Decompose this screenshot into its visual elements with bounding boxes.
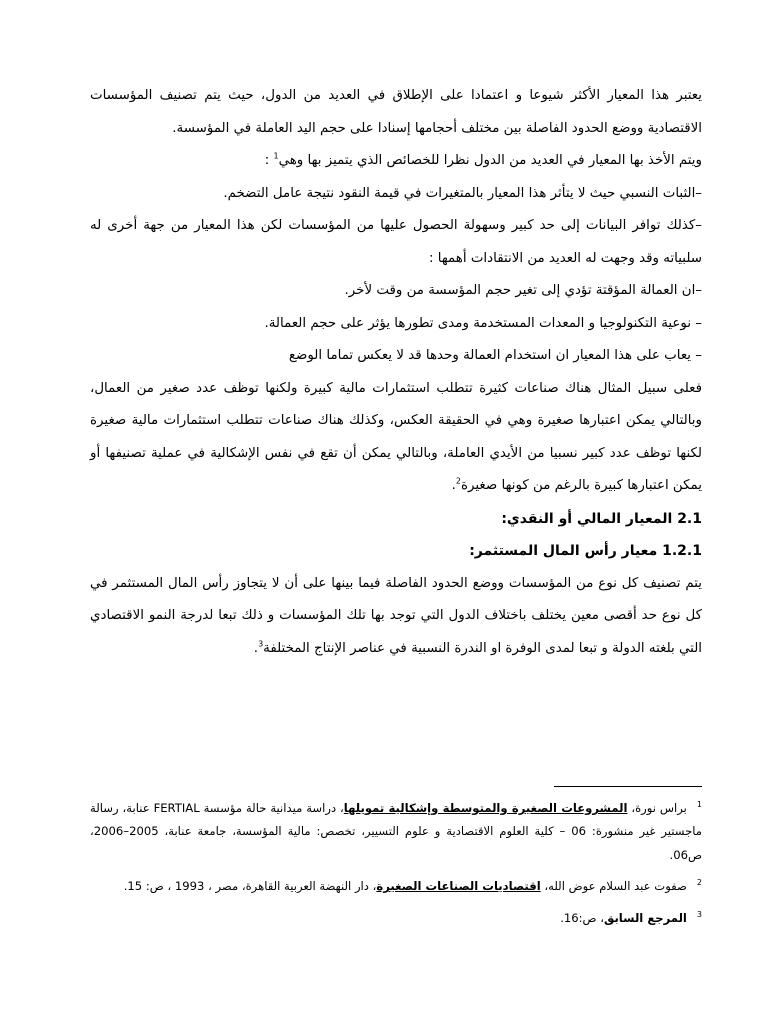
footnote-author: صفوت عبد السلام عوض الله، [540,879,687,894]
footnote-details: ، دراسة ميدانية حالة مؤسسة FERTIAL عنابة، رسالة ماجستير غير منشورة: 06 – كلية العلوم الاقتصادية و علوم التسيير، تخصص: مالية المؤسسة، جامعة عنابة، 2005–2006، ص06. [90,800,702,862]
paragraph [90,340,702,373]
paragraph-text: يعتبر هذا المعيار الأكثر شيوعا و اعتمادا على الإطلاق في العديد من الدول، حيث يتم تصنيف المؤسسات الاقتصادية ووضع الحدود الفاصلة بين مختلف أحجامها إسنادا على حجم اليد العاملة في المؤسسة. [90,88,702,136]
footnotes [90,793,702,934]
paragraph-text: : [264,153,274,168]
paragraph [90,145,702,178]
footnote-title: المشروعات الصغيرة والمتوسطة وإشكالية تمويلها [343,800,628,815]
footnote-marker: 3 [696,909,702,919]
footnote-marker: 1 [696,800,702,809]
footnote-reference: 3 [258,639,264,649]
paragraph-text: يتم تصنيف كل نوع من المؤسسات ووضع الحدود الفاصلة فيما بينها على أن لا يتجاوز رأس المال المستثمر في كل نوع حد أقصى معين يختلف باختلاف الدول التي توجد بها تلك المؤسسات و ذلك تبعا لدرجة النمو الاقتصادي التي بلغته الدولة و تبعا لمدى الوفرة او الندرة النسبية في عناصر الإنتاج المختلفة [90,575,702,656]
footnote-title: المرجع السابق [604,910,687,925]
paragraph-text: . [253,640,259,656]
section-number: 2.1 [677,510,702,527]
subsection-number: 1.2.1 [662,543,702,559]
footnote-reference: 1 [273,151,279,161]
paragraph [90,210,702,275]
section-title: المعيار المالي أو النقدي: [501,510,673,527]
paragraph-text: . [451,478,456,493]
paragraph-text: فعلى سبيل المثال هناك صناعات كثيرة تتطلب استثمارات مالية كبيرة ولكنها توظف عدد صغير من العمال، وبالتالي يمكن اعتبارها صغيرة وهي في الحقيقة العكس، وكذلك هناك صناعات تتطلب استثمارات مالية صغيرة لكنها توظف عدد كبير نسبيا من الأيدي العاملة، وبالتالي يمكن أن تقع في نفس الإشكالية في عملية تصنيفها أو يمكن اعتبارها كبيرة بالرغم من كونها صغيرة [90,380,702,493]
paragraph-text: –ان العمالة المؤقتة تؤدي إلى تغير حجم المؤسسة من وقت لأخر. [344,283,702,298]
footnote-3 [90,903,702,930]
footnote-1 [90,793,702,867]
footnote-details: ، ص:16. [560,910,604,925]
paragraph [90,373,702,503]
paragraph-text: ويتم الأخذ بها المعيار في العديد من الدول نظرا للخصائص الذي يتميز بها وهي [278,153,702,168]
footnote-2 [90,871,702,898]
footnote-reference: 2 [455,476,461,486]
paragraph-text: – يعاب على هذا المعيار ان استخدام العمالة وحدها قد لا يعكس تماما الوضع [288,348,702,363]
footnote-marker: 2 [696,878,702,888]
footnote-details: ، دار النهضة العربية القاهرة، مصر ، 1993 ، ص: 15. [123,879,377,894]
paragraph [90,308,702,341]
paragraph-text: – نوعية التكنولوجيا و المعدات المستخدمة ومدى تطورها يؤثر على حجم العمالة. [264,315,702,331]
footnote-separator [554,786,702,787]
footnote-author: براس نورة، [627,800,687,815]
subsection-title: معيار رأس المال المستثمر: [469,543,658,559]
subsection-heading [90,535,702,568]
paragraph [90,178,702,211]
paragraph [90,275,702,308]
paragraph-text: –كذلك توافر البيانات إلى حد كبير وسهولة الحصول عليها من المؤسسات لكن هذا المعيار من جهة أخرى له سلبياته وقد وجهت له العديد من الانتقادات أهمها : [90,218,702,266]
paragraph [90,568,702,666]
paragraph-text: –الثبات النسبي حيث لا يتأثر هذا المعيار بالمتغيرات في قيمة النقود نتيجة عامل التضخم. [223,185,702,201]
document-page [90,80,702,925]
section-heading [90,503,702,536]
footnote-title: اقتصاديات الصناعات الصغيرة [376,879,541,894]
paragraph [90,80,702,145]
